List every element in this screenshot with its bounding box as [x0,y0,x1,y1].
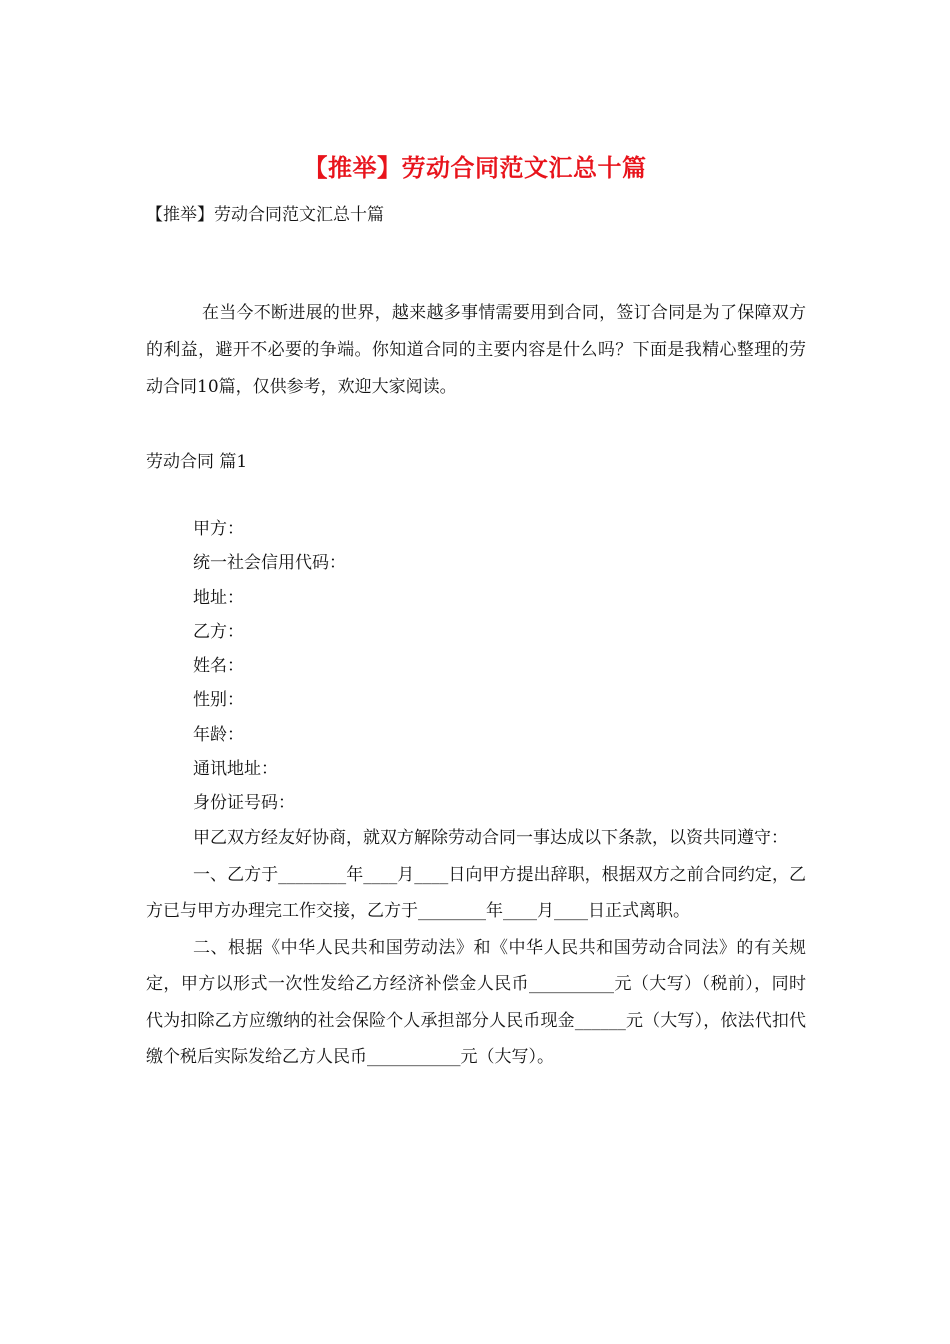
party-fields [193,512,346,821]
document-subtitle: 【推举】劳动合同范文汇总十篇 [146,205,384,225]
field-gender: 性别： [193,690,244,711]
field-party-b: 乙方： [193,621,244,642]
section-heading: 劳动合同 篇1 [146,452,248,472]
field-mail-address: 通讯地址： [193,759,278,780]
field-age: 年龄： [193,724,244,745]
field-name: 姓名： [193,656,244,677]
clause-two: 二、根据《中华人民共和国劳动法》和《中华人民共和国劳动合同法》的有关规定，甲方以形式一次性发给乙方经济补偿金人民币__________元（大写）（税前），同时代为扣除乙方应缴纳的社会保险个人承担部分人民币现金______元（大写），依法代扣代缴个税后实际发给乙方人民币___________元（大写）。 [146,937,806,1067]
intro-paragraph: 在当今不断进展的世界，越来越多事情需要用到合同，签订合同是为了保障双方的利益，避开不必要的争端。你知道合同的主要内容是什么吗？下面是我精心整理的劳动合同10篇，仅供参考，欢迎大家阅读。 [146,303,806,397]
clause-preamble: 甲乙双方经友好协商，就双方解除劳动合同一事达成以下条款，以资共同遵守： [193,828,788,848]
field-id-number: 身份证号码： [193,793,295,814]
contract-clauses [146,820,806,1076]
field-address: 地址： [193,587,244,608]
document-title: 【推举】劳动合同范文汇总十篇 [303,153,647,182]
field-party-a: 甲方： [193,519,244,539]
field-credit-code: 统一社会信用代码： [193,553,346,574]
clause-one: 一、乙方于________年____月____日向甲方提出辞职，根据双方之前合同约定，乙方已与甲方办理完工作交接，乙方于________年____月____日正式离职。 [146,864,806,921]
